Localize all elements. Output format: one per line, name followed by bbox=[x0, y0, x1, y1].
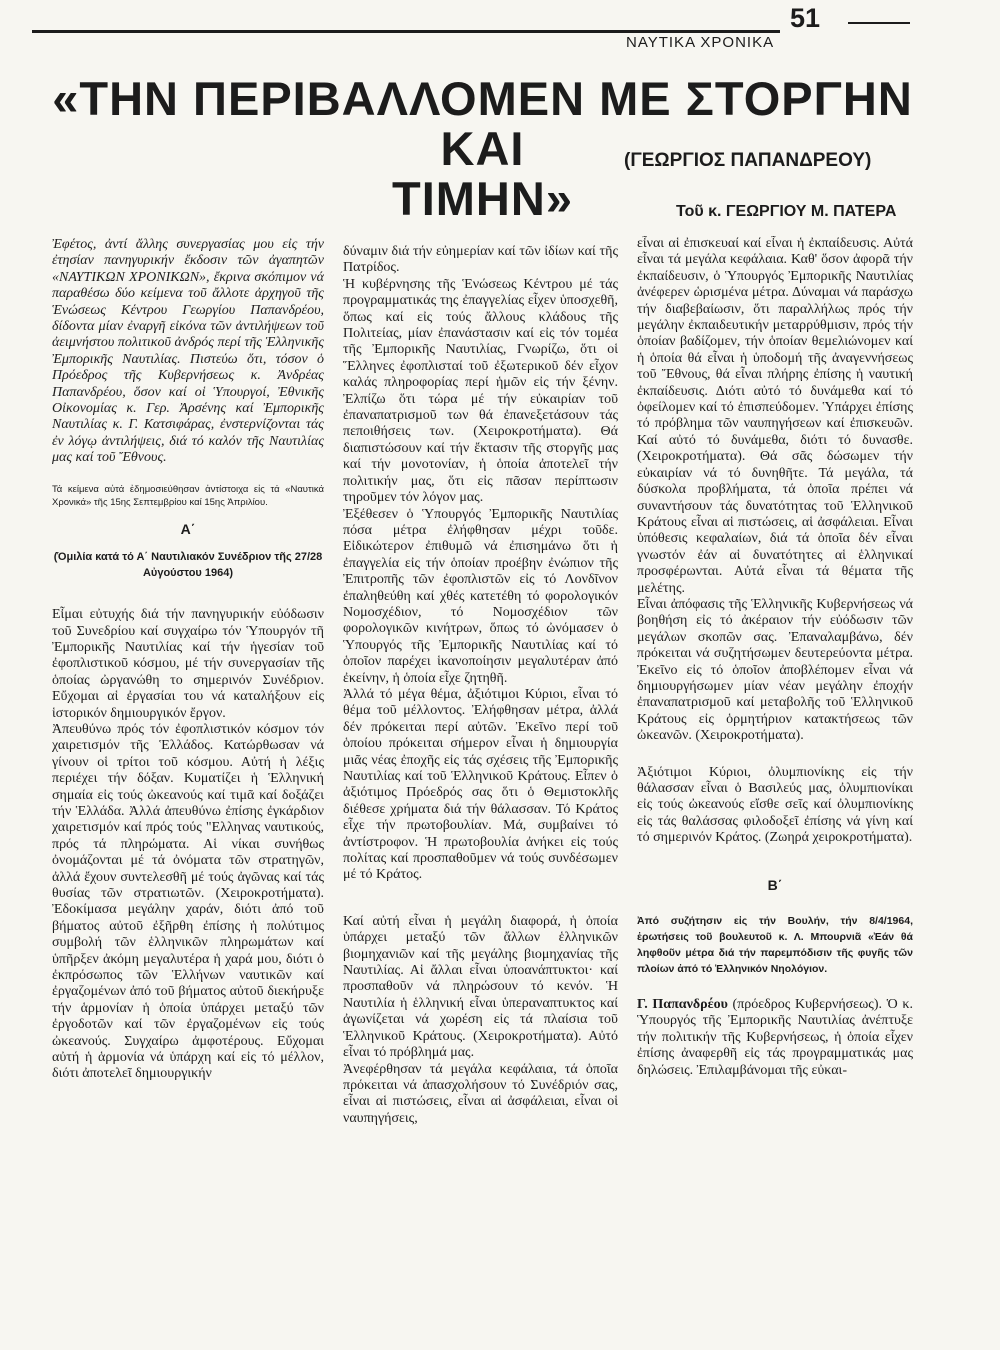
journal-name: ΝΑΥΤΙΚΑ ΧΡΟΝΙΚΑ bbox=[626, 34, 775, 51]
body-paragraph: Καί αὐτή εἶναι ἡ μεγάλη διαφορά, ἡ ὁποία ὑπάρχει μεταξύ τῶν ἄλλων ἑλληνικῶν βιομηχανιῶν καί τῆς μεγάλης βιομηχανίας τῆς Ναυτιλίας. Αἱ ἄλλαι εἶναι ὑποανάπτυκτοι· καί προσπαθοῦν νά πληρώσουν τό κενόν. Ἡ Ναυτιλία ἡ ἑλληνική εἶναι ὑπεραναπτυκτος καί ἀγωνίζεται νά χωρέση εἰς τά πλαίσια τοῦ Ἑλληνικοῦ Κράτους. (Χειροκροτήματα). Αὐτό εἶναι τό πρόβλημά μας. bbox=[343, 913, 618, 1061]
body-paragraph bbox=[637, 997, 913, 1079]
section-a-heading: Α΄ bbox=[180, 520, 196, 537]
article-byline: Τοῦ κ. ΓΕΩΡΓΙΟΥ Μ. ΠΑΤΕΡΑ bbox=[676, 203, 897, 220]
body-paragraph: δύναμιν διά τήν εὐημερίαν καί τῶν ἰδίων καί τῆς Πατρίδος. bbox=[343, 244, 618, 276]
speaker-text: (πρόεδρος Κυβερνήσεως). Ὁ κ. Ὑπουργός τῆς Ἐμπορικῆς Ναυτιλίας ἀνέπτυξε τήν πολιτικήν τῆς Κυβερνήσεως, ἡ ὁποία εἶχεν ἐπίσης ἀναφερθῆ εἰς τάς προγραμματικάς μας δηλώσεις. Ἐπιλαμβάνομαι τῆς εὐκαι- bbox=[637, 997, 913, 1078]
body-paragraph: Ἐξέθεσεν ὁ Ὑπουργός Ἐμπορικῆς Ναυτιλίας πόσα μέτρα ἐλήφθησαν μέχρι τοῦδε. Εἰδικώτερον ἐπιθυμῶ νά ἐπισημάνω ὅτι ἡ ἐπαγγελία εἰς τήν ὁποίαν προέβην ἐνώπιον τῆς Ἐπιτροπῆς τῶν ἐφοπλιστῶν εἰς τό Λονδῖνον ἐπαληθεύθη καί χθές κατετέθη τό φορολογικόν Νομοσχέδιον, τό Νομοσχέδιον τῶν φορολογικῶν κινήτρων, ὅπως τό ὠνόμασεν ὁ Ὑπουργός τῆς Ἐμπορικῆς Ναυτιλίας καί τό ὁποῖον παρέχει ἱκανοποίησιν μεγαλυτέραν ἀπό ἐκείνην, ἡ ὁποία εἶχε ζητηθῆ. bbox=[343, 506, 618, 686]
column-2 bbox=[343, 244, 618, 1349]
article-title bbox=[30, 74, 935, 224]
column-3 bbox=[637, 236, 913, 1341]
title-line-1: «ΤΗΝ ΠΕΡΙΒΑΛΛΟΜΕΝ ΜΕ ΣΤΟΡΓΗΝ ΚΑΙ bbox=[52, 72, 913, 175]
speaker-name: Γ. Παπανδρέου bbox=[637, 997, 728, 1013]
article-speaker: (ΓΕΩΡΓΙΟΣ ΠΑΠΑΝΔΡΕΟΥ) bbox=[624, 150, 872, 171]
section-b-heading: Β΄ bbox=[767, 876, 783, 893]
page-number: 51 bbox=[790, 3, 821, 33]
intro-paragraph: Ἐφέτος, ἀντί ἄλλης συνεργασίας μου εἰς τήν ἐτησίαν πανηγυρικήν ἔκδοσιν τῶν ἀγαπητῶν «ΝΑΥΤΙΚΩΝ ΧΡΟΝΙΚΩΝ», ἔκρινα σκόπιμον νά παραθέσω δύο κείμενα τοῦ ἄλλοτε ἀρχηγοῦ τῆς Ἑνώσεως Κέντρου Γεωργίου Παπανδρέου, δίδοντα μίαν ἐναργῆ εἰκόνα τῶν ἀντιλήψεων τοῦ ἀειμνήστου πολιτικοῦ ἀνδρός περί τῆς Ἑλληνικῆς Ἐμπορικῆς Ναυτιλίας. Πιστεύω ὅτι, τόσον ὁ Πρόεδρος τῆς Κυβερνήσεως κ. Ἀνδρέας Παπανδρέου, ὅσον καί οἱ Ὑπουργοί, Ἐθνικῆς Οἰκονομίας κ. Γερ. Ἀρσένης καί Ἐμπορικῆς Ναυτιλίας κ. Γ. Κατσιφάρας, ἐνστερνίζονται τάς ἐν λόγῳ ἀντιλήψεις, διά τό καλόν τῆς Ναυτιλίας μας καί τοῦ Ἔθνους. bbox=[52, 237, 324, 466]
publication-note: Τά κείμενα αὐτά ἐδημοσιεύθησαν ἀντίστοιχα εἰς τά «Ναυτικά Χρονικά» τῆς 15ης Σεπτεμβρίου καί 15ης Ἀπριλίου. bbox=[52, 483, 324, 508]
body-paragraph: Ἀνεφέρθησαν τά μεγάλα κεφάλαια, τά ὁποῖα πρόκειται νά ἀπασχολήσουν τό Συνέδριόν σας, εἶναι αἱ πιστώσεις, εἶναι αἱ ἀσφάλειαι, εἶναι οἱ ναυπηγήσεις, bbox=[343, 1061, 618, 1126]
debate-caption: Ἀπό συζήτησιν εἰς τήν Βουλήν, τήν 8/4/1964, ἐρωτήσεις τοῦ βουλευτοῦ κ. Λ. Μπουρνιᾶ «Ἐάν θά ληφθοῦν μέτρα διά τήν παρεμπόδισιν τῆς φυγῆς τῶν πλοίων ἀπό τό Ἑλληνικόν Νηολόγιον. bbox=[637, 915, 913, 976]
column-1 bbox=[52, 237, 324, 1342]
body-paragraph: Ἀξιότιμοι Κύριοι, ὀλυμπιονίκης εἰς τήν θάλασσαν εἶναι ὁ Βασιλεύς μας, ὀλυμπιονίκαι εἰς τούς ὠκεανούς εἴσθε σεῖς καί ὀλυμπιονίκης εἰς τάς θαλάσσας φιλοδοξεῖ ἐπίσης νά γίνη καί τό σημερινόν Κράτος. (Ζωηρά χειροκροτήματα). bbox=[637, 764, 913, 846]
header-rule-right bbox=[848, 22, 910, 24]
body-paragraph: Εἶναι ἀπόφασις τῆς Ἑλληνικῆς Κυβερνήσεως νά βοηθήση εἰς τό ἀκέραιον τήν εὐόδωσιν τῶν μεγάλων σκοπῶν σας. Ἐπαναλαμβάνω, δέν πρόκειται νά συζητήσωμεν δευτερεύοντα μέτρα. Ἐκεῖνο εἰς τό ὁποῖον ἀποβλέπομεν εἶναι νά δημιουργήσωμεν μίαν νέαν μεγάλην ἐποχήν ἐπαναπατρισμοῦ καί μεταβολῆς τοῦ Ἑλληνικοῦ Κράτους εἰς ὁρμητήριον κατακτήσεως τῶν ὠκεανῶν. (Χειροκροτήματα). bbox=[637, 596, 913, 744]
body-paragraph: Εἶμαι εὐτυχής διά τήν πανηγυρικήν εὐόδωσιν τοῦ Συνεδρίου καί συγχαίρω τόν Ὑπουργόν τῆ Ἐμπορικῆς Ναυτιλίας καί τήν ἡγεσίαν τοῦ ἐφοπλιστικοῦ κόσμου, μέ τήν συνεργασίαν τῆς ὁποίας ὠργανώθη το σημερινόν Συνέδριον. Εὔχομαι αἱ ἐργασίαι του νά καταλήξουν εἰς ἱστορικόν δημιουργικόν ἔργον. bbox=[52, 607, 324, 721]
body-paragraph: Ἡ κυβέρνησης τῆς Ἑνώσεως Κέντρου μέ τάς προγραμματικάς της ἐπαγγελίας εἶχεν ὑποσχεθῆ, ὅπως καί εἰς τούς ἄλλους κλάδους τῆς Πολιτείας, μίαν ἐπανάστασιν καί εἰς τόν τομέα τῆς Ἐμπορικῆς Ναυτιλίας, Γνωρίζω, ὅτι οἱ Ἕλληνες ἐφοπλισταί τοῦ ἐξωτερικοῦ δέν εἶχον καλάς πληροφορίας περί ἡμῶν εἰς τήν ξένην. Ἐλπίζω ὅτι τώρα μέ τήν εὐκαιρίαν τοῦ ἐπαναπατρισμοῦ των θά ἐπανεξετάσουν τάς πεποιθήσεις των. (Χειροκροτήματα). Θά διαπιστώσουν καί τήν ἔκτασιν τῆς στοργῆς μας καί τήν μονοτονίαν, ἡ ὁποία ἀποτελεῖ τήν πολιτικήν μας, ὅτι εἰς πᾶσαν περίπτωσιν τηροῦμεν τόν λόγον μας. bbox=[343, 276, 618, 506]
title-line-2: ΤΙΜΗΝ» bbox=[392, 172, 573, 225]
header-rule-left bbox=[32, 30, 780, 33]
body-paragraph: Ἀλλά τό μέγα θέμα, ἀξιότιμοι Κύριοι, εἶναι τό θέμα τοῦ μέλλοντος. Ἐλήφθησαν μέτρα, ἀλλά δέν πρόκειται περί αὐτῶν. Ἐκεῖνο περί τοῦ ὁποίου πρόκειται σήμερον εἶναι ἡ δημιουργία μιᾶς νέας ἐποχῆς εἰς τάς σχέσεις τῆς Ἐμπορικῆς Ναυτιλίας καί τοῦ Ἑλληνικοῦ Κράτους. Εἶπεν ὁ ἀξιότιμος Πρόεδρός σας ὅτι ὁ Θεμιστοκλῆς διέθεσε χρήματα διά τήν θάλασσαν. Τό Κράτος εἶχε τήν πρωτοβουλίαν. Μά, συμβαίνει τό ἀντίστροφον. Ἡ πρωτοβουλία ἀνήκει εἰς τούς πολίτας καί προσπαθοῦμεν νά τούς συνδέσωμεν μέ τό Κράτος. bbox=[343, 686, 618, 883]
body-paragraph: Ἀπευθύνω πρός τόν ἐφοπλιστικόν κόσμον τόν χαιρετισμόν τῆς Ἑλλάδος. Κατώρθωσαν νά γίνουν οἱ τρίτοι τοῦ κόσμου. Αὐτή ἡ λέξις περιέχει τήν δόξαν. Κυματίζει ἡ Ἑλληνική σημαία εἰς τούς ὠκεανούς καί τιμᾶ καί δοξάζει τήν Ἑλλάδα. Ἀλλά ἀπευθύνω ἐπίσης ἐγκάρδιον χαιρετισμόν καί πρός τούς "Ελληνας ναυτικούς, πρός τά πληρώματα. Αἱ νίκαι συνήθως ὀνομάζονται μέ τά ὀνόματα τῶν στρατηγῶν, ἀλλά ἔχουν συντελεσθῆ μέ τούς ἀγῶνας καί τάς θυσίας τῶν στρατιωτῶν. (Χειροκροτήματα). Ἐδοκίμασα μεγάλην χαράν, διότι ἀπό τοῦ βήματος αὐτοῦ ἐξῆρθη ἐπίσης ἡ πολύτιμος συμβολή τῶν ἑλληνικῶν πληρωμάτων καί ὑπῆρξεν ἀκόμη μεγαλυτέρα ἡ χαρά μου, διότι ὁ ἐκπρόσωπος τῶν Ἑλλήνων ναυτικῶν καί ἐργαζομένων ἀπό τοῦ βήματος αὐτοῦ διεκήρυξε τήν ἁρμονίαν ἡ ὁποία ὑπάρχει μεταξύ τῶν ἐργοδοτῶν καί τῶν ἐργαζομένων εἰς τούς ὠκεανούς. Συγχαίρω ἀμφοτέρους. Εὔχομαι αὐτή ἡ ἁρμονία νά ὑπάρχη καί εἰς τό μέλλον, διότι ἀποτελεῖ δημιουργικήν bbox=[52, 721, 324, 1082]
body-paragraph: εἶναι αἱ ἐπισκευαί καί εἶναι ἡ ἐκπαίδευσις. Αὐτά εἶναι τά μεγάλα κεφάλαια. Καθ' ὅσον ἀφορᾶ τήν ἐκπαίδευσιν, ὁ Ὑπουργός Ἐμπορικῆς Ναυτιλίας ἀνέφερεν ὡρισμένα μέτρα. Δύναμαι νά παράσχω τήν διαβεβαίωσιν, ὅτι παραλλήλως πρός τήν μεγάλην ἐκπαιδευτικήν μεταρρύθμισιν, πρός τήν ὁποίαν βαδίζομεν, τήν ὁποίαν θεμελιώνομεν καί ἡ ὁποία θά εἶναι ἡ ὑποδομή τῆς ἀναγεννήσεως τοῦ Ἔθνους, θά εἶναι πλήρης ἐπίσης ἡ ναυτική ἐκπαίδευσις. Διότι αὐτό τό δυνάμεθα καί τό ὀφείλομεν καί τό ἐπισπεύδομεν. Ὑπάρχει ἐπίσης τό πρόβλημα τῶν ναυπηγήσεων καί ἐπισκευῶν. Καί αὐτό τό δυνάμεθα, διότι τό δυνασθε. (Χειροκροτήματα). Θά σᾶς δώσωμεν τήν εὐκαιρίαν νά τό δυνηθῆτε. Τά μεγάλα, τά δύσκολα προβλήματα, τά ὁποῖα πρέπει νά συναντήσουν τάς δυνατότητας τοῦ Ἑλληνικοῦ Κράτους εἶναι αἱ πιστώσεις, αἱ ἀσφάλειαι. Εἶναι ὑπόθεσις κεφαλαίων, διά τά ὁποῖα δέν εἶναι γνωστόν ἐάν αἱ δυνατότητες αἱ ἑλληνικαί προσφέρωνται. Αὐτά εἶναι τά θέματα τῆς μελέτης. bbox=[637, 236, 913, 596]
speech-caption: (Ὁμιλία κατά τό Α΄ Ναυτιλιακόν Συνέδριον τῆς 27/28 Αὐγούστου 1964) bbox=[53, 551, 323, 580]
